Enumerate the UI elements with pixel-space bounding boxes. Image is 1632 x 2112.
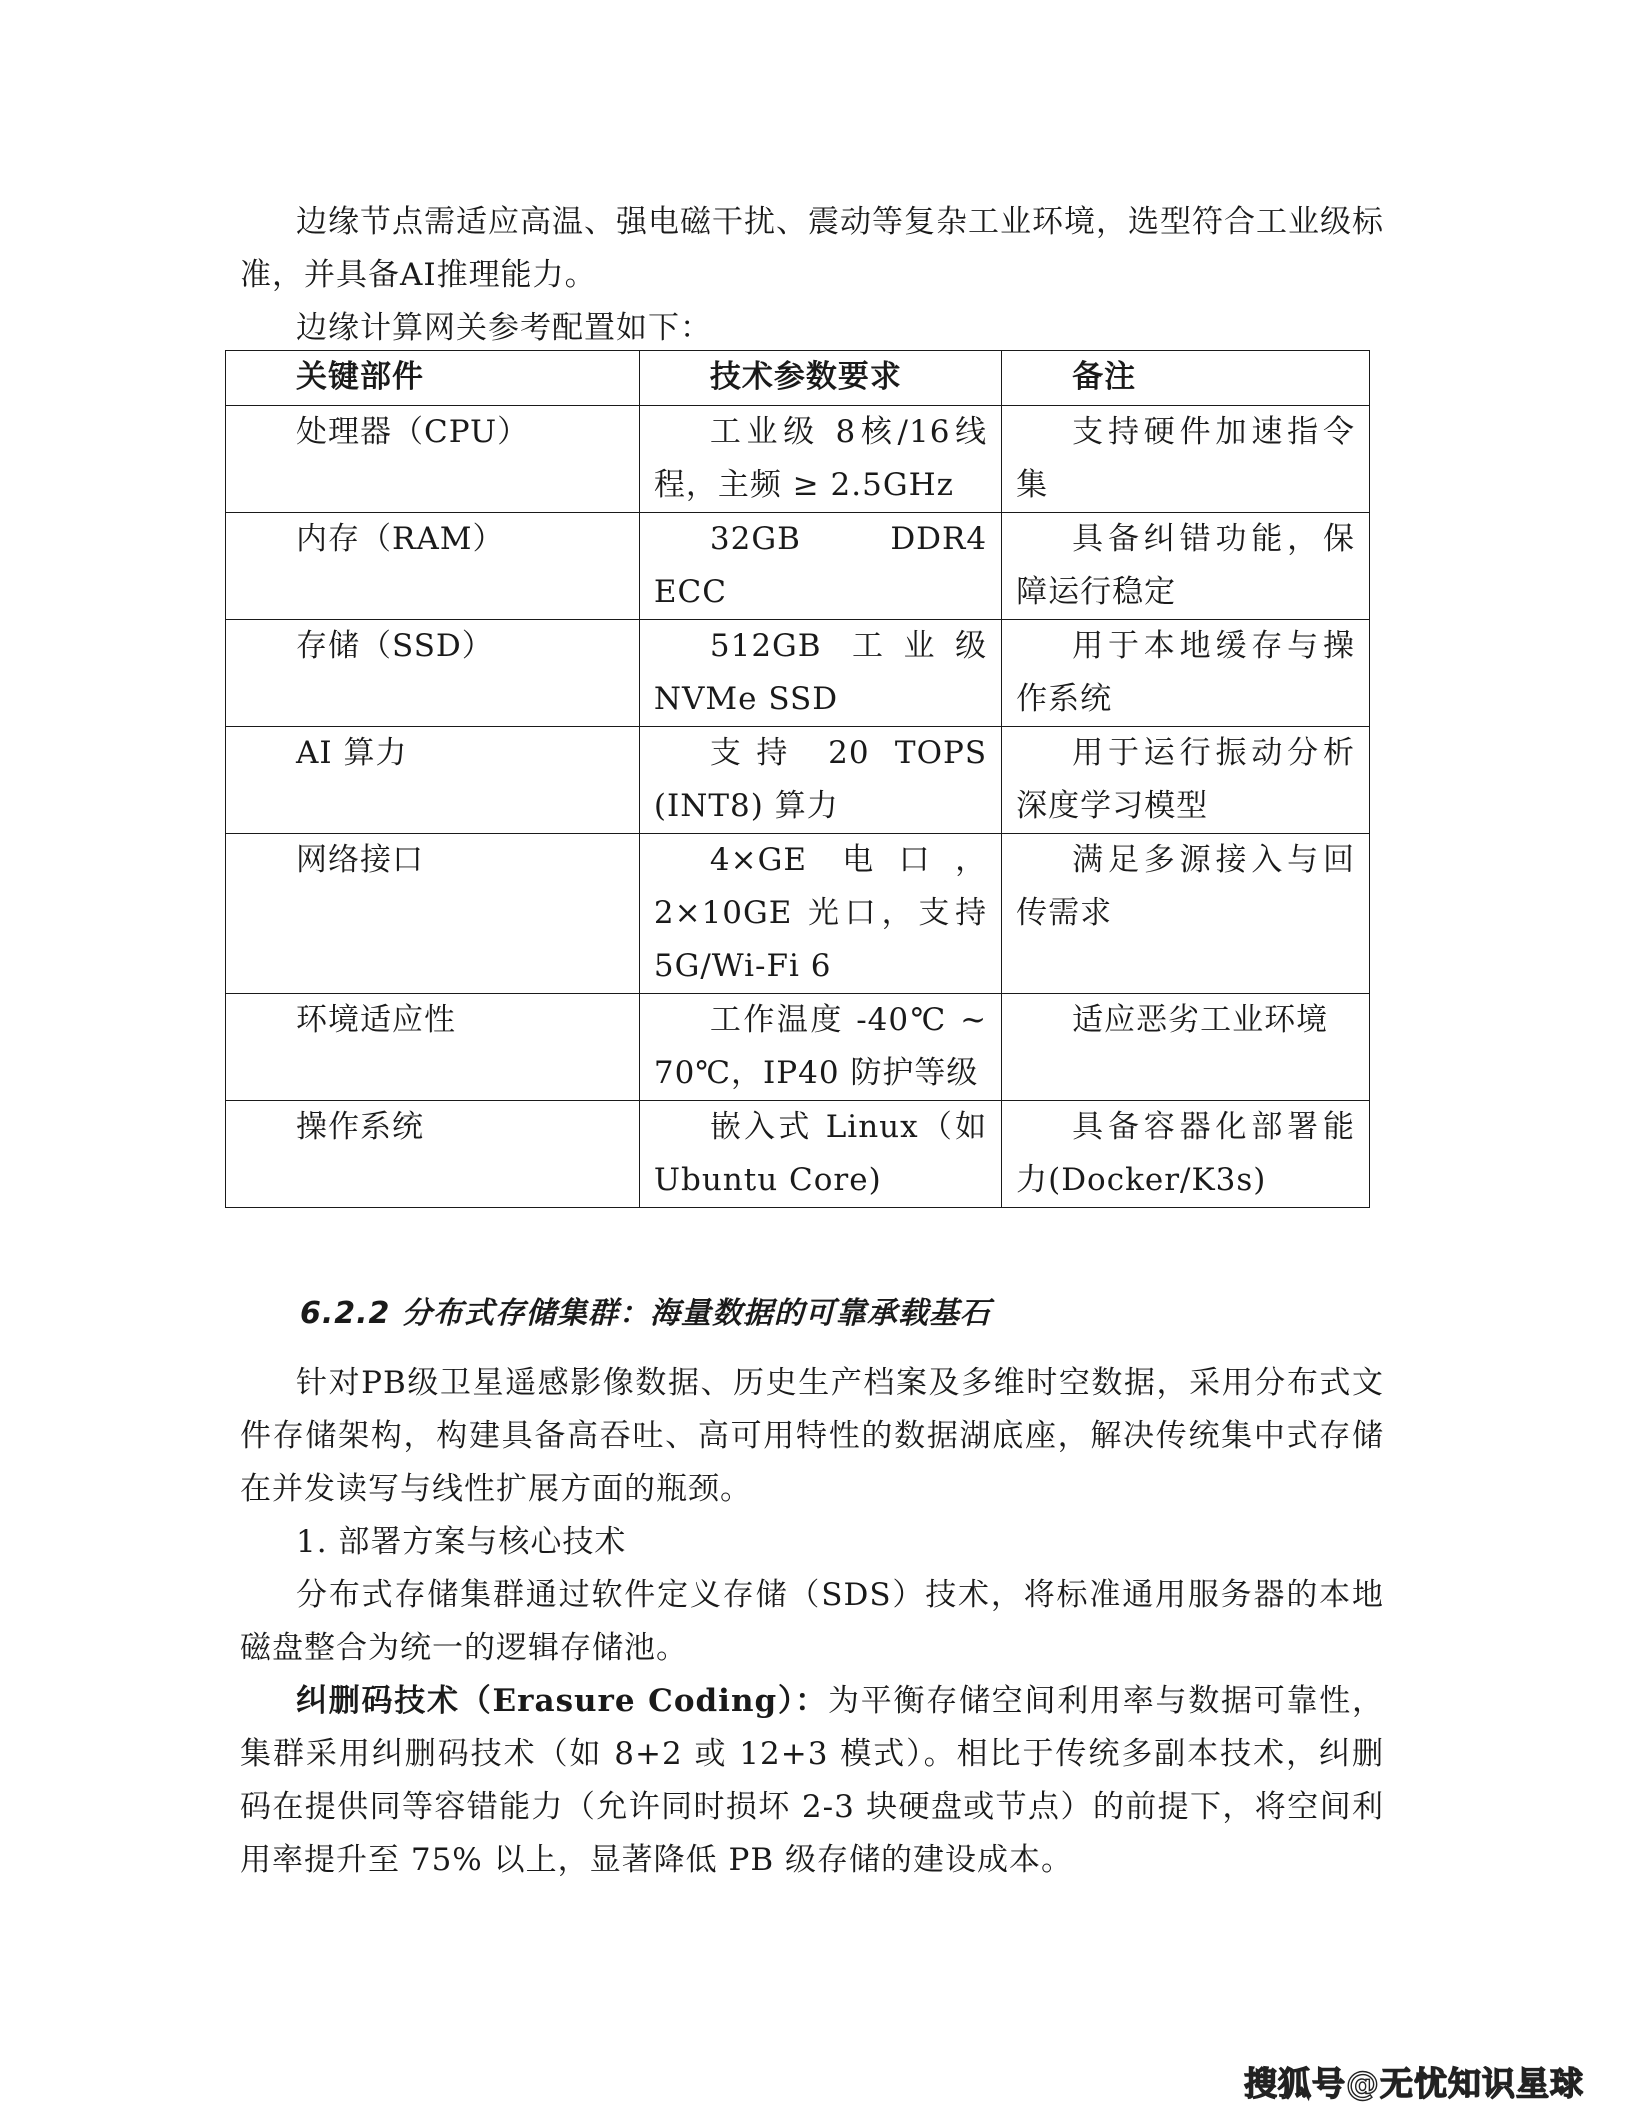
- table-cell-note: 用于本地缓存与操作系统: [1002, 620, 1370, 727]
- table-cell-spec: 32GB DDR4 ECC: [639, 513, 1001, 620]
- table-row: [226, 406, 1370, 513]
- table-cell-note: 适应恶劣工业环境: [1002, 994, 1370, 1101]
- table-cell-spec: 512GB 工业级 NVMe SSD: [639, 620, 1001, 727]
- table-header-note: 备注: [1002, 351, 1370, 406]
- table-header-spec: 技术参数要求: [639, 351, 1001, 406]
- intro-paragraph-2: 边缘计算网关参考配置如下：: [296, 310, 712, 346]
- table-cell-component: 操作系统: [226, 1101, 640, 1208]
- table-cell-spec: 嵌入式 Linux（如Ubuntu Core): [639, 1101, 1001, 1208]
- table-cell-note: 满足多源接入与回传需求: [1002, 834, 1370, 994]
- table-row: [226, 727, 1370, 834]
- erasure-coding-text: 为平衡存储空间利用率与数据可靠性，集群采用纠删码技术（如 8+2 或 12+3 模式）。相比于传统多副本技术，纠删码在提供同等容错能力（允许同时损坏 2-3 块硬盘或节点）的前提下，将空间利用率提升至 75% 以上，显著降低 PB 级存储的建设成本。: [240, 1683, 1385, 1878]
- erasure-coding-label: 纠删码技术（Erasure Coding）：: [296, 1683, 828, 1719]
- table-cell-spec: 支持 20 TOPS (INT8) 算力: [639, 727, 1001, 834]
- table-row: [226, 994, 1370, 1101]
- table-cell-note: 具备容器化部署能力(Docker/K3s): [1002, 1101, 1370, 1208]
- table-cell-note: 支持硬件加速指令集: [1002, 406, 1370, 513]
- table-cell-component: 内存（RAM）: [226, 513, 640, 620]
- table-cell-spec: 工作温度 -40℃ ~ 70℃，IP40 防护等级: [639, 994, 1001, 1101]
- table-cell-note: 用于运行振动分析深度学习模型: [1002, 727, 1370, 834]
- section-title: 6.2.2 分布式存储集群：海量数据的可靠承载基石: [300, 1296, 991, 1331]
- table-row: [226, 1101, 1370, 1208]
- gateway-config-table: [225, 350, 1370, 1208]
- table-cell-spec: 工业级 8核/16线程，主频 ≥ 2.5GHz: [639, 406, 1001, 513]
- section-subheading: 1. 部署方案与核心技术: [296, 1524, 627, 1560]
- table-row: [226, 513, 1370, 620]
- table-header-component: 关键部件: [226, 351, 640, 406]
- table-cell-spec: 4×GE 电口，2×10GE 光口，支持5G/Wi-Fi 6: [639, 834, 1001, 994]
- intro-paragraph-1: 边缘节点需适应高温、强电磁干扰、震动等复杂工业环境，选型符合工业级标准，并具备AI推理能力。: [240, 204, 1384, 293]
- erasure-coding-paragraph: [240, 1675, 1384, 1887]
- table-cell-component: AI 算力: [226, 727, 640, 834]
- table-cell-note: 具备纠错功能，保障运行稳定: [1002, 513, 1370, 620]
- table-cell-component: 处理器（CPU）: [226, 406, 640, 513]
- section-paragraph-1: 针对PB级卫星遥感影像数据、历史生产档案及多维时空数据，采用分布式文件存储架构，构建具备高吞吐、高可用特性的数据湖底座，解决传统集中式存储在并发读写与线性扩展方面的瓶颈。: [240, 1365, 1384, 1507]
- table-header-row: [226, 351, 1370, 406]
- table-cell-component: 环境适应性: [226, 994, 640, 1101]
- table-cell-component: 存储（SSD）: [226, 620, 640, 727]
- watermark-logo: 搜狐号@无忧知识星球: [1244, 2064, 1584, 2103]
- table-row: [226, 620, 1370, 727]
- table-cell-component: 网络接口: [226, 834, 640, 994]
- section-paragraph-2: 分布式存储集群通过软件定义存储（SDS）技术，将标准通用服务器的本地磁盘整合为统一的逻辑存储池。: [240, 1577, 1384, 1666]
- table-row: [226, 834, 1370, 994]
